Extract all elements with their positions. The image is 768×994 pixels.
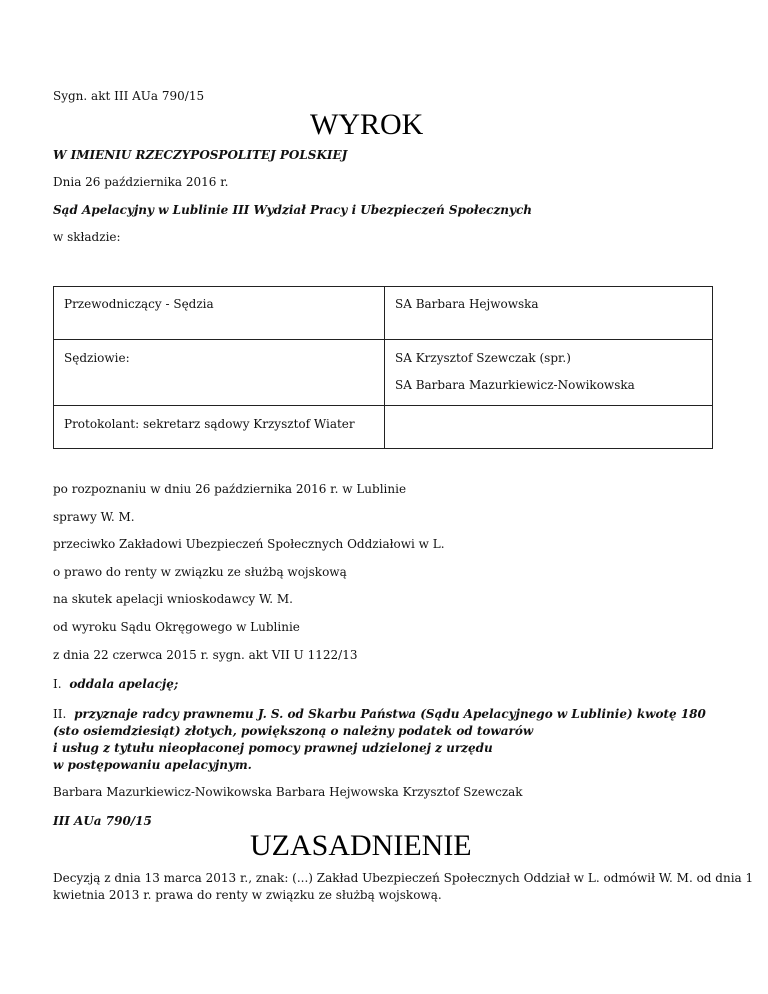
proceedings-line: na skutek apelacji wnioskodawcy W. M. [53,592,293,606]
justification-text-line: Decyzją z dnia 13 marca 2013 r., znak: (...) Zakład Ubezpieczeń Społecznych Oddział w L. odmówił W. M. od dnia 1 [53,871,754,885]
document-title: WYROK [310,108,424,141]
court-name: Sąd Apelacyjny w Lublinie III Wydział Pracy i Ubezpieczeń Społecznych [53,203,533,217]
justification-case-ref: III AUa 790/15 [53,814,152,828]
court-panel-table [53,286,713,449]
ruling-point-2-text: w postępowaniu apelacyjnym. [53,758,252,772]
judges-label: Sędziowie: [64,351,130,365]
judge-name-2: SA Barbara Mazurkiewicz-Nowikowska [395,378,635,392]
proceedings-line: po rozpoznaniu w dniu 26 października 2016 r. w Lublinie [53,482,407,496]
table-row [54,340,713,406]
presiding-label-cell [54,287,385,340]
ruling-point-2 [53,706,706,774]
presiding-name: SA Barbara Hejwowska [395,297,539,311]
empty-cell [385,406,713,449]
proceedings-line: o prawo do renty w związku ze służbą wojskową [53,565,347,579]
presiding-label: Przewodniczący - Sędzia [64,297,214,311]
composition-label: w składzie: [53,230,121,244]
ruling-point-2-number: II. [53,707,67,721]
ruling-point-1-number: I. [53,677,62,691]
ruling-point-2-text: przyznaje radcy prawnemu J. S. od Skarbu Państwa (Sądu Apelacyjnego w Lublinie) kwotę 180 [74,707,706,721]
case-signature: Sygn. akt III AUa 790/15 [53,89,205,103]
table-row [54,287,713,340]
judges-names-cell [385,340,713,406]
document-subtitle: W IMIENIU RZECZYPOSPOLITEJ POLSKIEJ [53,148,348,162]
proceedings-line: z dnia 22 czerwca 2015 r. sygn. akt VII U 1122/13 [53,648,358,662]
justification-text-line: kwietnia 2013 r. prawa do renty w związku ze służbą wojskową. [53,888,442,902]
ruling-point-2-text: (sto osiemdziesiąt) złotych, powiększoną o należny podatek od towarów [53,724,534,738]
judges-label-cell [54,340,385,406]
clerk-cell [54,406,385,449]
justification-title: UZASADNIENIE [250,829,472,862]
ruling-point-1-text: oddala apelację; [69,677,179,691]
judgment-date: Dnia 26 października 2016 r. [53,175,229,189]
presiding-name-cell [385,287,713,340]
proceedings-line: przeciwko Zakładowi Ubezpieczeń Społecznych Oddziałowi w L. [53,537,445,551]
proceedings-line: od wyroku Sądu Okręgowego w Lublinie [53,620,300,634]
clerk-label: Protokolant: sekretarz sądowy Krzysztof Wiater [64,417,355,431]
ruling-point-1 [53,676,178,693]
judge-name-1: SA Krzysztof Szewczak (spr.) [395,351,571,365]
table-row [54,406,713,449]
judges-signatures: Barbara Mazurkiewicz-Nowikowska Barbara Hejwowska Krzysztof Szewczak [53,785,523,799]
ruling-point-2-text: i usług z tytułu nieopłaconej pomocy prawnej udzielonej z urzędu [53,741,493,755]
ruling-point-2-line [53,706,706,723]
proceedings-line: sprawy W. M. [53,510,135,524]
